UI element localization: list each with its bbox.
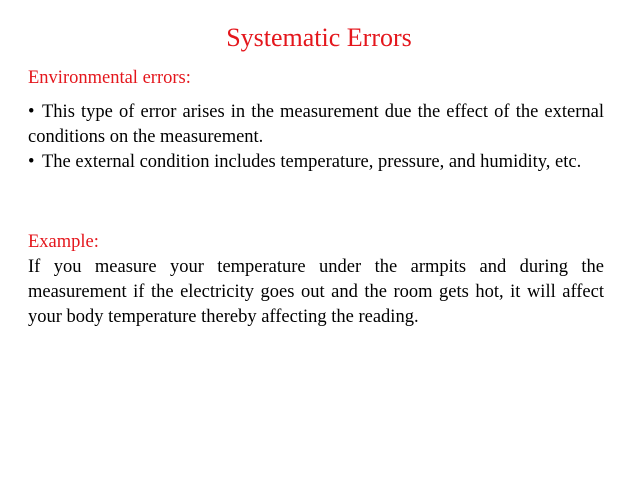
bullet-item	[28, 100, 604, 150]
bullet-text: This type of error arises in the measurement due the effect of the external conditions on the measurement.	[28, 102, 604, 147]
slide-title: Systematic Errors	[226, 23, 412, 52]
bullet-item	[28, 150, 604, 175]
bullet-icon: •	[28, 102, 35, 122]
bullet-icon: •	[28, 152, 35, 172]
bullet-text: The external condition includes temperature, pressure, and humidity, etc.	[42, 152, 582, 172]
example-text: If you measure your temperature under the armpits and during the measurement if the electricity goes out and the room gets hot, it will affect your body temperature thereby affecting the reading.	[28, 257, 604, 327]
bullet-list	[28, 100, 604, 175]
section-subheading: Environmental errors:	[28, 68, 191, 88]
example-label: Example:	[28, 232, 99, 252]
